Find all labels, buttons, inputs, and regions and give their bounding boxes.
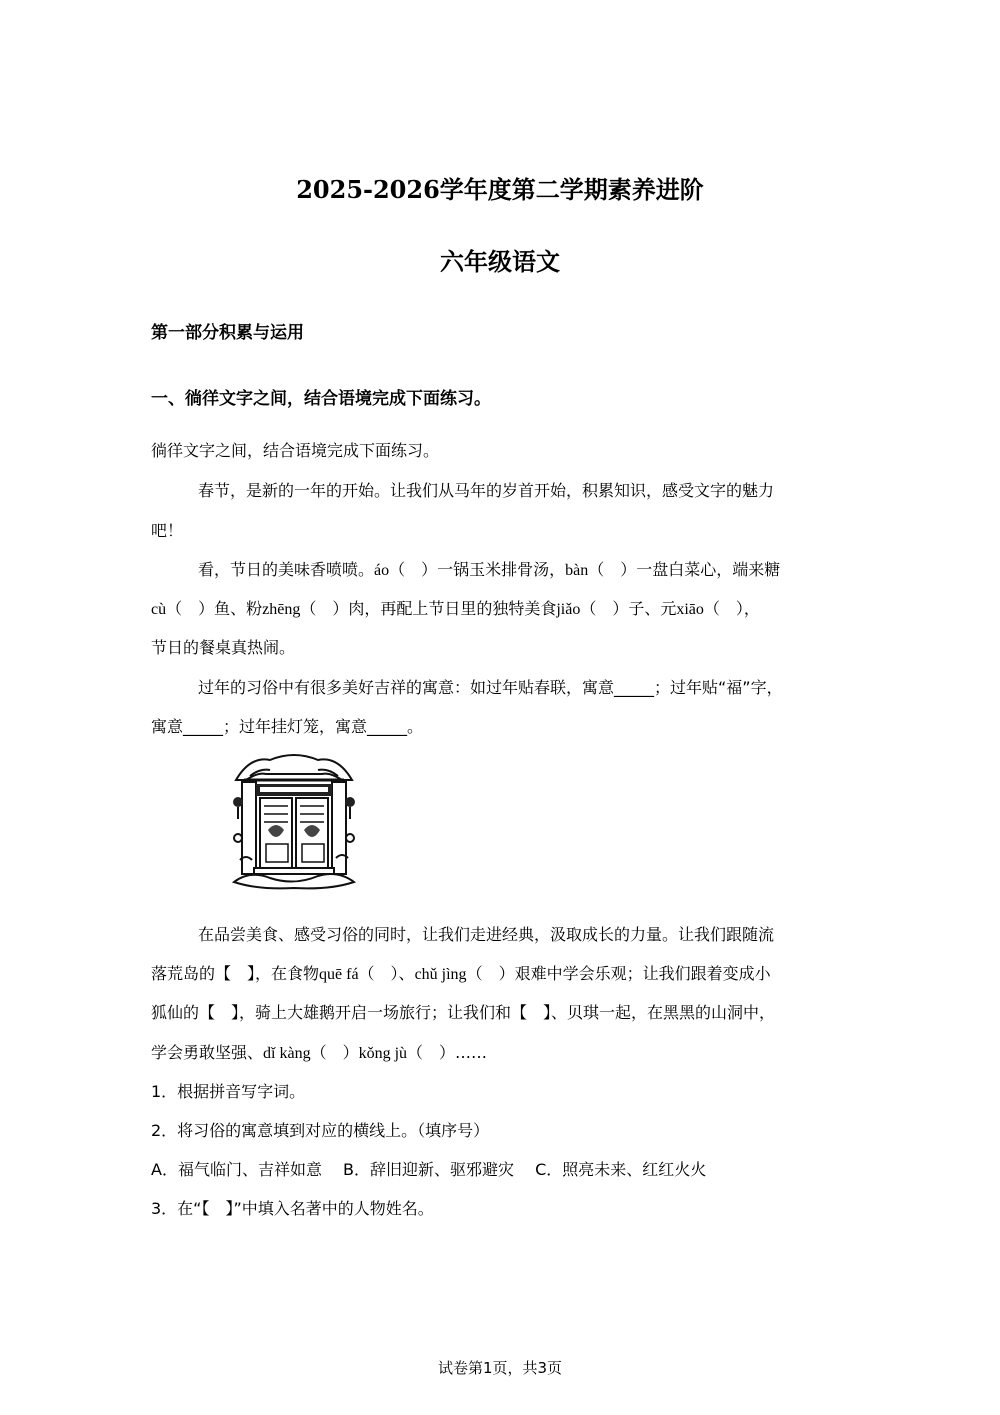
paragraph-classics-line-3: 狐仙的【 】，骑上大雄鹅开启一场旅行；让我们和【 】、贝琪一起，在黑黑的山洞中， (151, 1003, 776, 1022)
answer-blank: （ ）艰难中学会乐观；让我们跟着变成小 (466, 964, 771, 983)
section-heading: 一、徜徉文字之间，结合语境完成下面练习。 (151, 389, 491, 409)
question-3: 3．在“【 】”中填入名著中的人物姓名。 (151, 1199, 434, 1218)
pinyin-di-kang: dǐ kàng (263, 1045, 311, 1062)
question-2: 2．将习俗的寓意填到对应的横线上。（填序号） (151, 1121, 490, 1140)
answer-blank: （ ）， (703, 599, 760, 618)
paragraph-food-line-2 (151, 596, 760, 619)
answer-blank: （ ）肉，再配上节日里的独特美食 (300, 599, 557, 618)
exam-subtitle: 六年级语文 (440, 247, 560, 276)
answer-blank: （ ）、 (358, 964, 415, 983)
answer-blank: （ ）子、元 (580, 599, 677, 618)
spring-festival-gate-illustration (230, 750, 358, 890)
paragraph-classics-line-4 (151, 1040, 487, 1063)
part-heading: 第一部分积累与运用 (151, 323, 304, 343)
answer-blank: （ ）一盘白菜心，端来糖 (588, 560, 781, 579)
page-footer: 试卷第1页，共3页 (437, 1359, 563, 1377)
pinyin-jiao: jiǎo (556, 601, 581, 618)
gate-icon (230, 750, 358, 890)
paragraph-customs-line-2: 寓意_____；过年挂灯笼，寓意_____。 (151, 717, 424, 736)
pinyin-zheng: zhēng (262, 601, 301, 618)
paragraph-spring-line-1: 春节，是新的一年的开始。让我们从马年的岁首开始，积累知识，感受文字的魅力 (198, 481, 775, 500)
pinyin-ban: bàn (565, 562, 589, 579)
question-1: 1．根据拼音写字词。 (151, 1082, 306, 1101)
paragraph-customs-line-1: 过年的习俗中有很多美好吉祥的寓意：如过年贴春联，寓意_____；过年贴“福”字， (198, 678, 783, 697)
question-2-options: A．福气临门、吉祥如意 B．辞旧迎新、驱邪避灾 C．照亮未来、红红火火 (151, 1160, 707, 1179)
pinyin-kong-ju: kǒng jù (358, 1045, 408, 1062)
text-segment: 学会勇敢坚强、 (151, 1043, 264, 1062)
paragraph-classics-line-1: 在品尝美食、感受习俗的同时，让我们走进经典，汲取成长的力量。让我们跟随流 (198, 925, 775, 944)
answer-blank: （ ）鱼、粉 (166, 599, 263, 618)
exam-title: 2025-2026学年度第二学期素养进阶 (296, 175, 704, 204)
paragraph-food-line-3: 节日的餐桌真热闹。 (151, 638, 296, 657)
paragraph-classics-line-2 (151, 961, 771, 984)
pinyin-chu-jing: chǔ jìng (414, 966, 467, 983)
pinyin-que-fa: quē fá (319, 966, 359, 983)
intro-line: 徜徉文字之间，结合语境完成下面练习。 (151, 441, 440, 460)
answer-blank: （ ）一锅玉米排骨汤， (389, 560, 566, 579)
answer-blank: （ ）…… (407, 1043, 488, 1062)
pinyin-ao: áo (374, 562, 390, 579)
pinyin-xiao: xiāo (676, 601, 704, 618)
paragraph-spring-line-2: 吧！ (151, 521, 184, 540)
answer-blank: （ ） (310, 1043, 359, 1062)
text-segment: 看，节日的美味香喷喷。 (198, 560, 375, 579)
pinyin-cu: cù (151, 601, 167, 618)
text-segment: 落荒岛的【 】，在食物 (151, 964, 320, 983)
paragraph-food-line-1 (198, 557, 780, 580)
